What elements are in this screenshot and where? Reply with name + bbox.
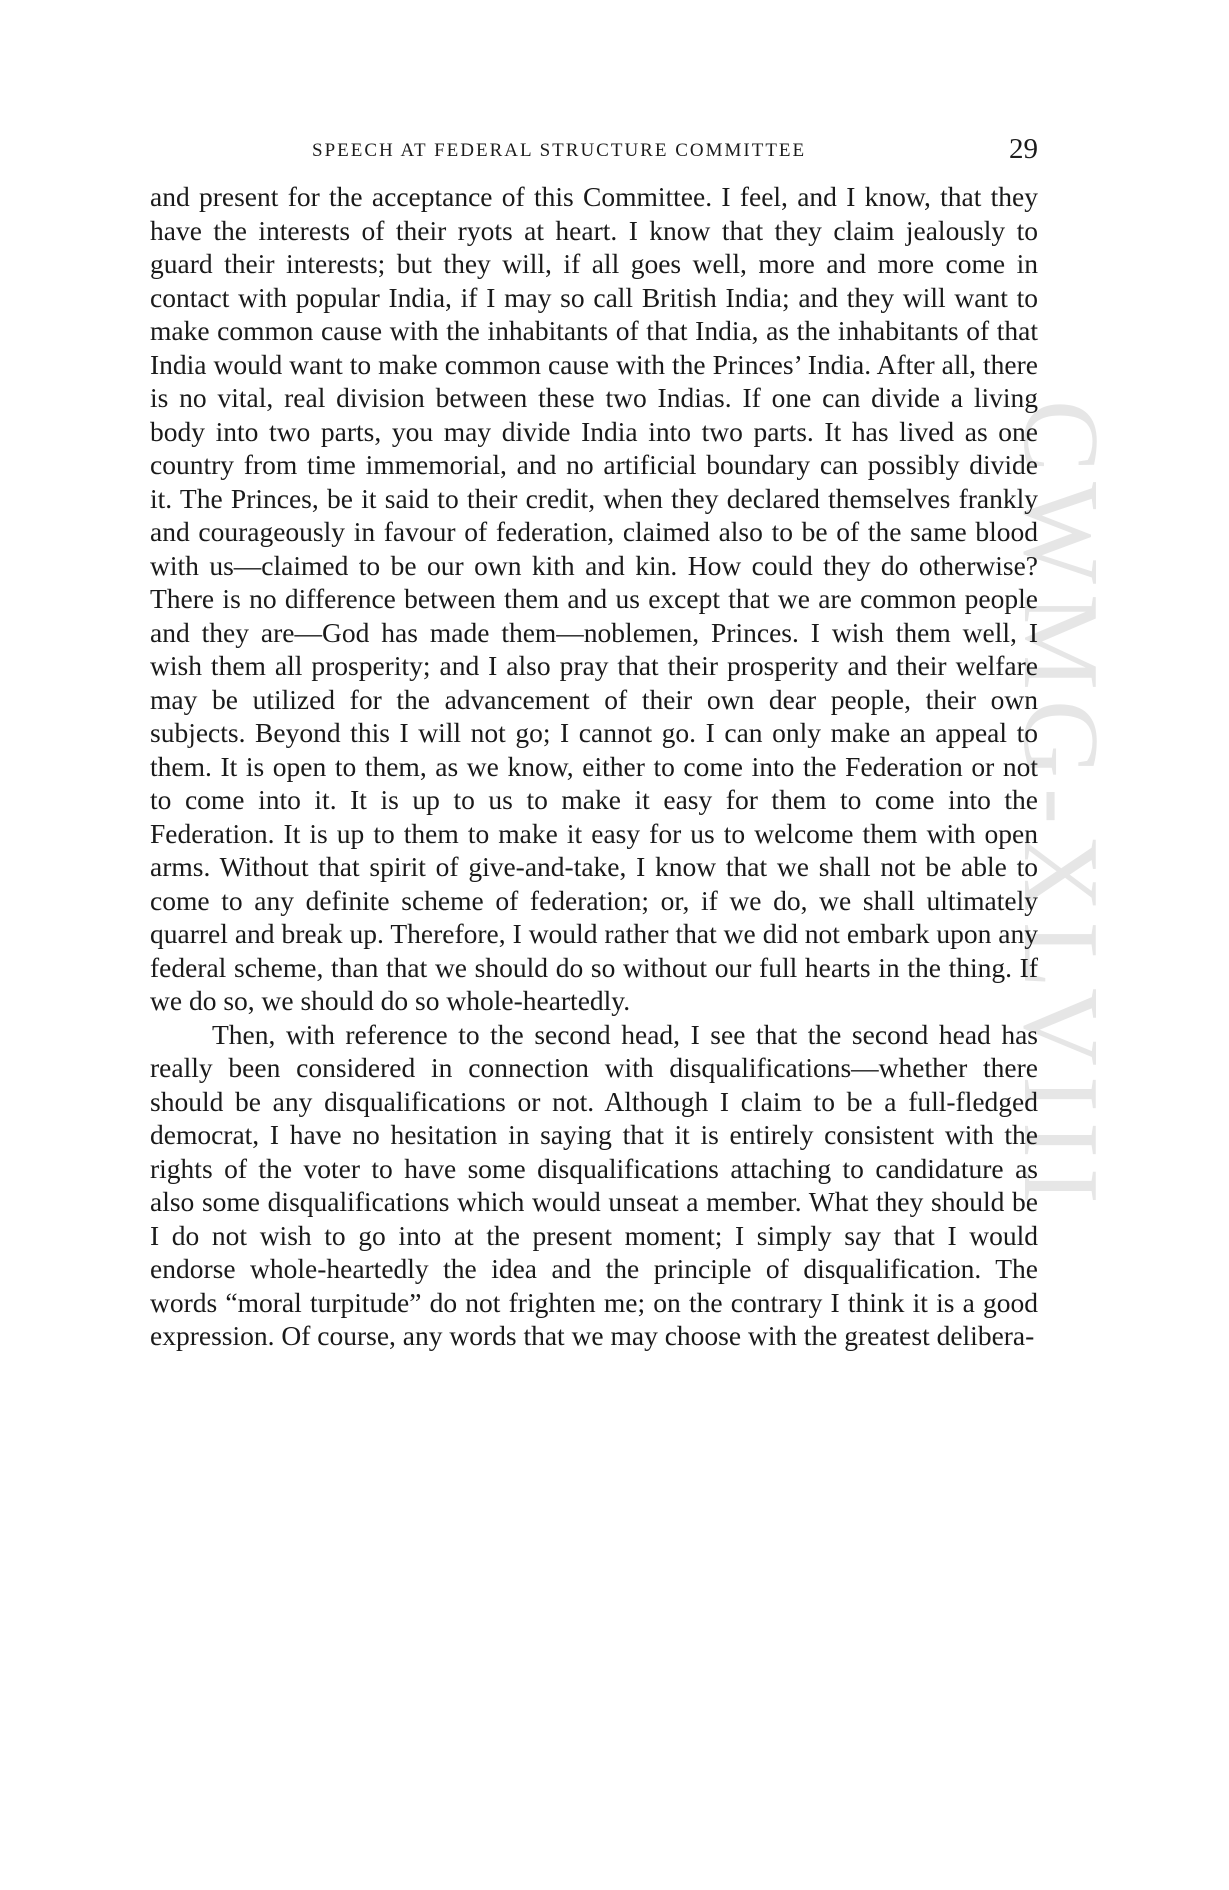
running-head: SPEECH AT FEDERAL STRUCTURE COMMITTEE: [312, 140, 807, 161]
watermark: CWMG-XLVIII: [1001, 400, 1120, 1214]
page-header: [150, 133, 1038, 169]
body-text: [150, 180, 1038, 1353]
paragraph-second-head: Then, with reference to the second head, I see that the second head has really been considered in connection with disqualifications—whether there should be any disqualifications or not. Although I claim to be a full-fledged democrat, I have no hesitation in saying that it is entirely consistent with the rights of the voter to have some disqualifications attaching to candidature as also some disqualifications which would unseat a member. What they should be I do not wish to go into at the present moment; I simply say that I would endorse whole-heartedly the idea and the principle of disqualification. The words “moral turpitude” do not frighten me; on the contrary I think it is a good expression. Of course, any words that we may choose with the greatest delibera-: [150, 1018, 1038, 1351]
page-number: 29: [1009, 133, 1038, 165]
paragraph-continuation: and present for the acceptance of this Committee. I feel, and I know, that they have the interests of their ryots at heart. I know that they claim jealously to guard their interests; but they will, if all goes well, more and more come in contact with popular India, if I may so call British India; and they will want to make common cause with the inhabitants of that India, as the inhabitants of that India would want to make common cause with the Princes’ India. After all, there is no vital, real division between these two Indias. If one can divide a living body into two parts, you may divide India into two parts. It has lived as one country from time immemorial, and no artificial boundary can possibly divide it. The Princes, be it said to their credit, when they declared themselves frankly and courageously in favour of federation, claimed also to be of the same blood with us—claimed to be our own kith and kin. How could they do otherwise? There is no difference between them and us except that we are common people and they are—God has made them—noblemen, Princes. I wish them well, I wish them all prosperity; and I also pray that their prosperity and their welfare may be utilized for the advancement of their own dear people, their own subjects. Beyond this I will not go; I cannot go. I can only make an appeal to them. It is open to them, as we know, either to come into the Federation or not to come into it. It is up to us to make it easy for them to come into the Federation. It is up to them to make it easy for us to welcome them with open arms. Without that spirit of give-and-take, I know that we shall not be able to come to any definite scheme of federation; or, if we do, we shall ultimately quarrel and break up. Therefore, I would rather that we did not embark upon any federal scheme, than that we should do so without our full hearts in the thing. If we do so, we should do so whole-heartedly.: [150, 181, 1038, 1016]
